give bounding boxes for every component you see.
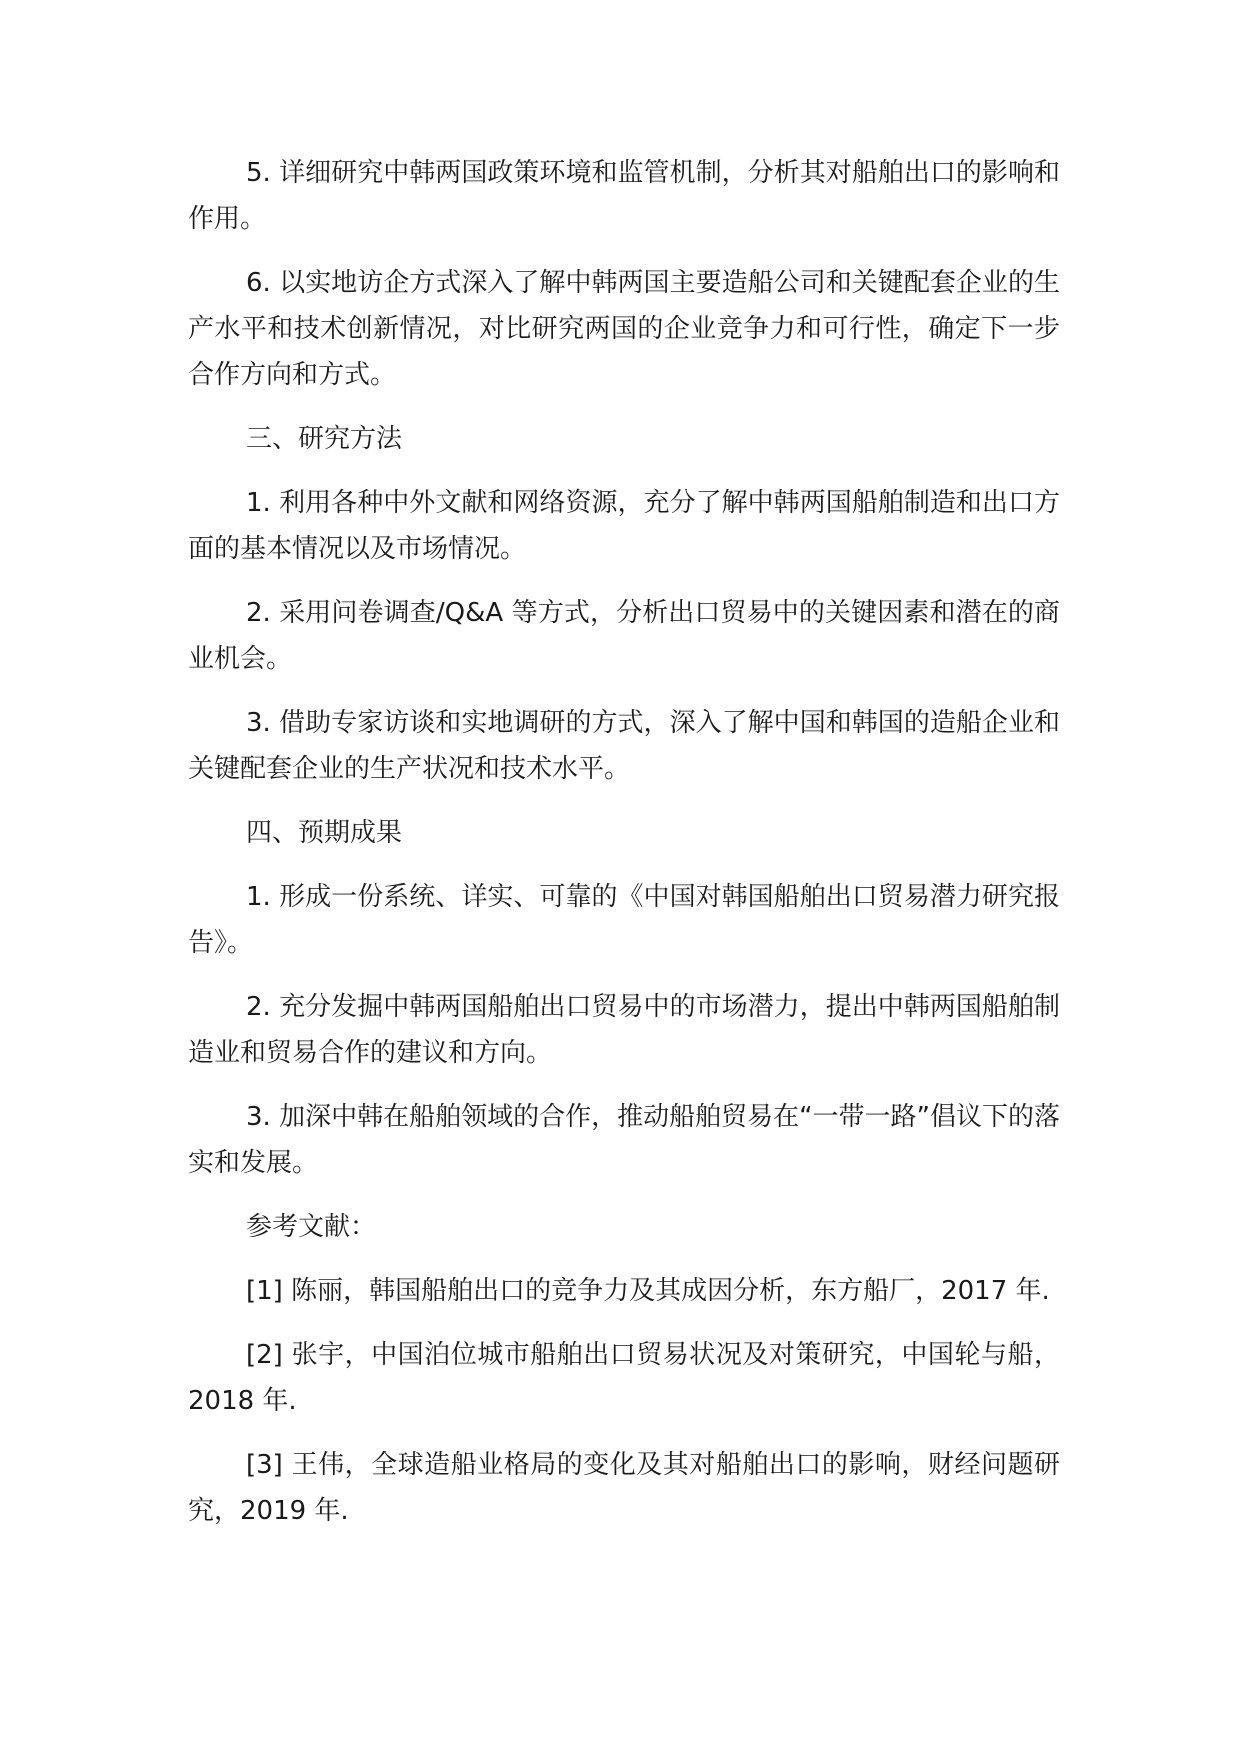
section-heading-outcomes: 四、预期成果 xyxy=(246,818,403,848)
paragraph-item-6: 6. 以实地访企方式深入了解中韩两国主要造船公司和关键配套企业的生产水平和技术创新情况，对比研究两国的企业竞争力和可行性，确定下一步合作方向和方式。 xyxy=(188,268,1060,390)
paragraph-method-1: 1. 利用各种中外文献和网络资源，充分了解中韩两国船舶制造和出口方面的基本情况以及市场情况。 xyxy=(188,488,1060,564)
document-body xyxy=(188,150,1060,1552)
reference-item-1: [1] 陈丽，韩国船舶出口的竞争力及其成因分析，东方船厂，2017 年. xyxy=(246,1276,1050,1306)
reference-item-2: [2] 张宇，中国泊位城市船舶出口贸易状况及对策研究，中国轮与船，2018 年. xyxy=(188,1340,1060,1416)
paragraph-outcome-2: 2. 充分发掘中韩两国船舶出口贸易中的市场潜力，提出中韩两国船舶制造业和贸易合作的建议和方向。 xyxy=(188,992,1060,1068)
paragraph-outcome-1: 1. 形成一份系统、详实、可靠的《中国对韩国船舶出口贸易潜力研究报告》。 xyxy=(188,882,1060,958)
paragraph-outcome-3: 3. 加深中韩在船舶领域的合作，推动船舶贸易在“一带一路”倡议下的落实和发展。 xyxy=(188,1102,1061,1178)
section-heading-methods: 三、研究方法 xyxy=(246,424,403,454)
paragraph-method-3: 3. 借助专家访谈和实地调研的方式，深入了解中国和韩国的造船企业和关键配套企业的生产状况和技术水平。 xyxy=(188,708,1060,784)
section-heading-references: 参考文献： xyxy=(246,1212,377,1242)
paragraph-item-5: 5. 详细研究中韩两国政策环境和监管机制，分析其对船舶出口的影响和作用。 xyxy=(188,158,1060,234)
reference-item-3: [3] 王伟，全球造船业格局的变化及其对船舶出口的影响，财经问题研究，2019 年. xyxy=(188,1450,1060,1526)
paragraph-method-2: 2. 采用问卷调查/Q&A 等方式，分析出口贸易中的关键因素和潜在的商业机会。 xyxy=(188,598,1060,674)
